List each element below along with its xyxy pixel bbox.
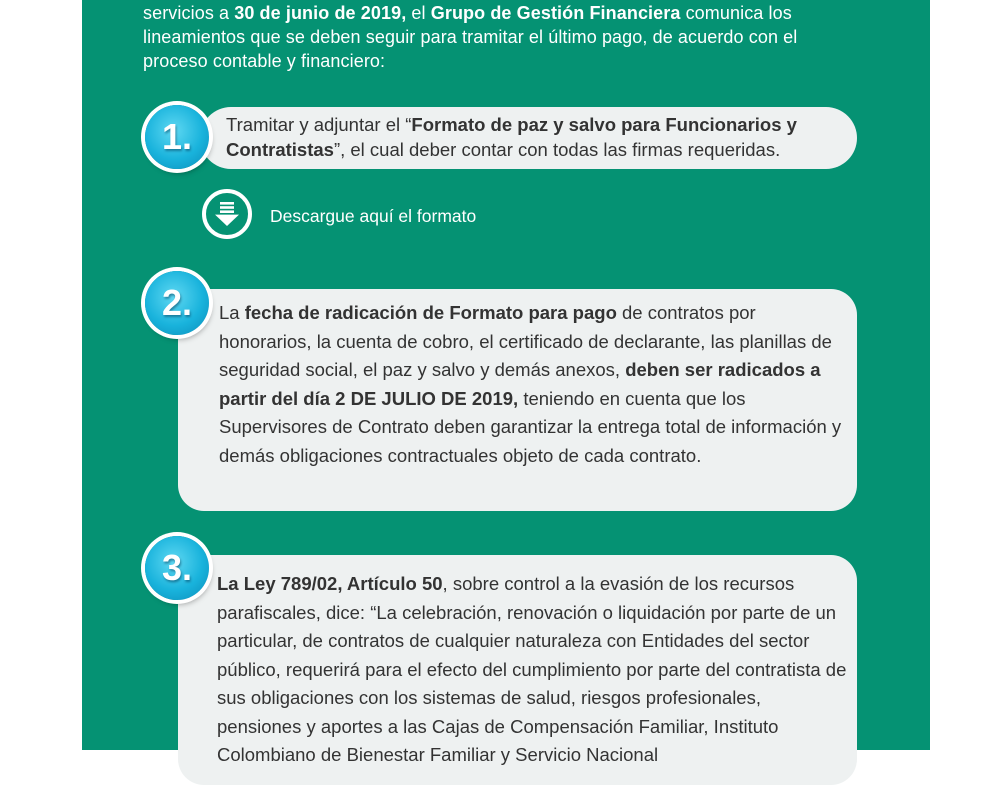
step-3-badge [145, 536, 209, 600]
intro-line-3: proceso contable y financiero: [143, 51, 386, 71]
step-2-badge [145, 271, 209, 335]
download-icon[interactable] [202, 189, 252, 239]
intro-group-name: Grupo de Gestión Financiera [430, 3, 681, 23]
step-2-text-c: de contratos por honorarios, la cuenta de cobro, el certificado de declarante, las planillas de seguridad social, el paz y salvo y demás anexos, [219, 302, 832, 380]
step-2-text-bold-2: deben ser radicados a partir del día 2 DE JULIO DE 2019, [219, 359, 821, 409]
step-2-number: 2. [161, 282, 193, 323]
step-1-text [226, 112, 846, 162]
download-format-label[interactable]: Descargue aquí el formato [270, 206, 477, 226]
intro-text: comunica los [680, 3, 792, 23]
step-3-text-b: , sobre control a la evasión de los recursos parafiscales, dice: “La celebración, renovación o liquidación por parte de un particular, de contratos de cualquier naturaleza con Entidades del sector público, requerirá para el efecto del cumplimiento por parte del contratista de sus obligaciones con los sistemas de salud, riesgos profesionales, pensiones y aportes a las Cajas de Compensación Familiar, Instituto Colombiano de Bienestar Familiar y Servicio Nacional [217, 573, 847, 765]
step-1-box [200, 107, 857, 169]
step-2-text [219, 299, 849, 470]
step-3-number: 3. [161, 547, 193, 588]
announcement-panel [82, 0, 930, 765]
intro-text: el [406, 3, 431, 23]
step-3-text-bold: La Ley 789/02, Artículo 50 [217, 573, 443, 594]
step-1-text-c: ”, el cual deber contar con todas las firmas requeridas. [333, 139, 781, 160]
step-2-text-bold-1: fecha de radicación de Formato para pago [244, 302, 617, 323]
step-2-box [178, 289, 857, 511]
intro-date: 30 de junio de 2019, [234, 3, 407, 23]
step-3-box [178, 555, 857, 785]
step-1-text-a: Tramitar y adjuntar el “ [226, 114, 412, 135]
step-1-text-bold: Formato de paz y salvo para Funcionarios y Contratistas [226, 114, 797, 160]
step-2-text-e: teniendo en cuenta que los Supervisores de Contrato deben garantizar la entrega total de información y demás obligaciones contractuales objeto de cada contrato. [219, 387, 842, 466]
step-1-badge [145, 105, 209, 169]
intro-line-1 [143, 1, 792, 25]
step-3-text [217, 570, 847, 770]
intro-text: servicios a [143, 3, 235, 23]
step-1-number: 1. [161, 116, 193, 157]
step-2-text-a: La [219, 302, 245, 323]
intro-line-2: lineamientos que se deben seguir para tramitar el último pago, de acuerdo con el [143, 27, 798, 47]
